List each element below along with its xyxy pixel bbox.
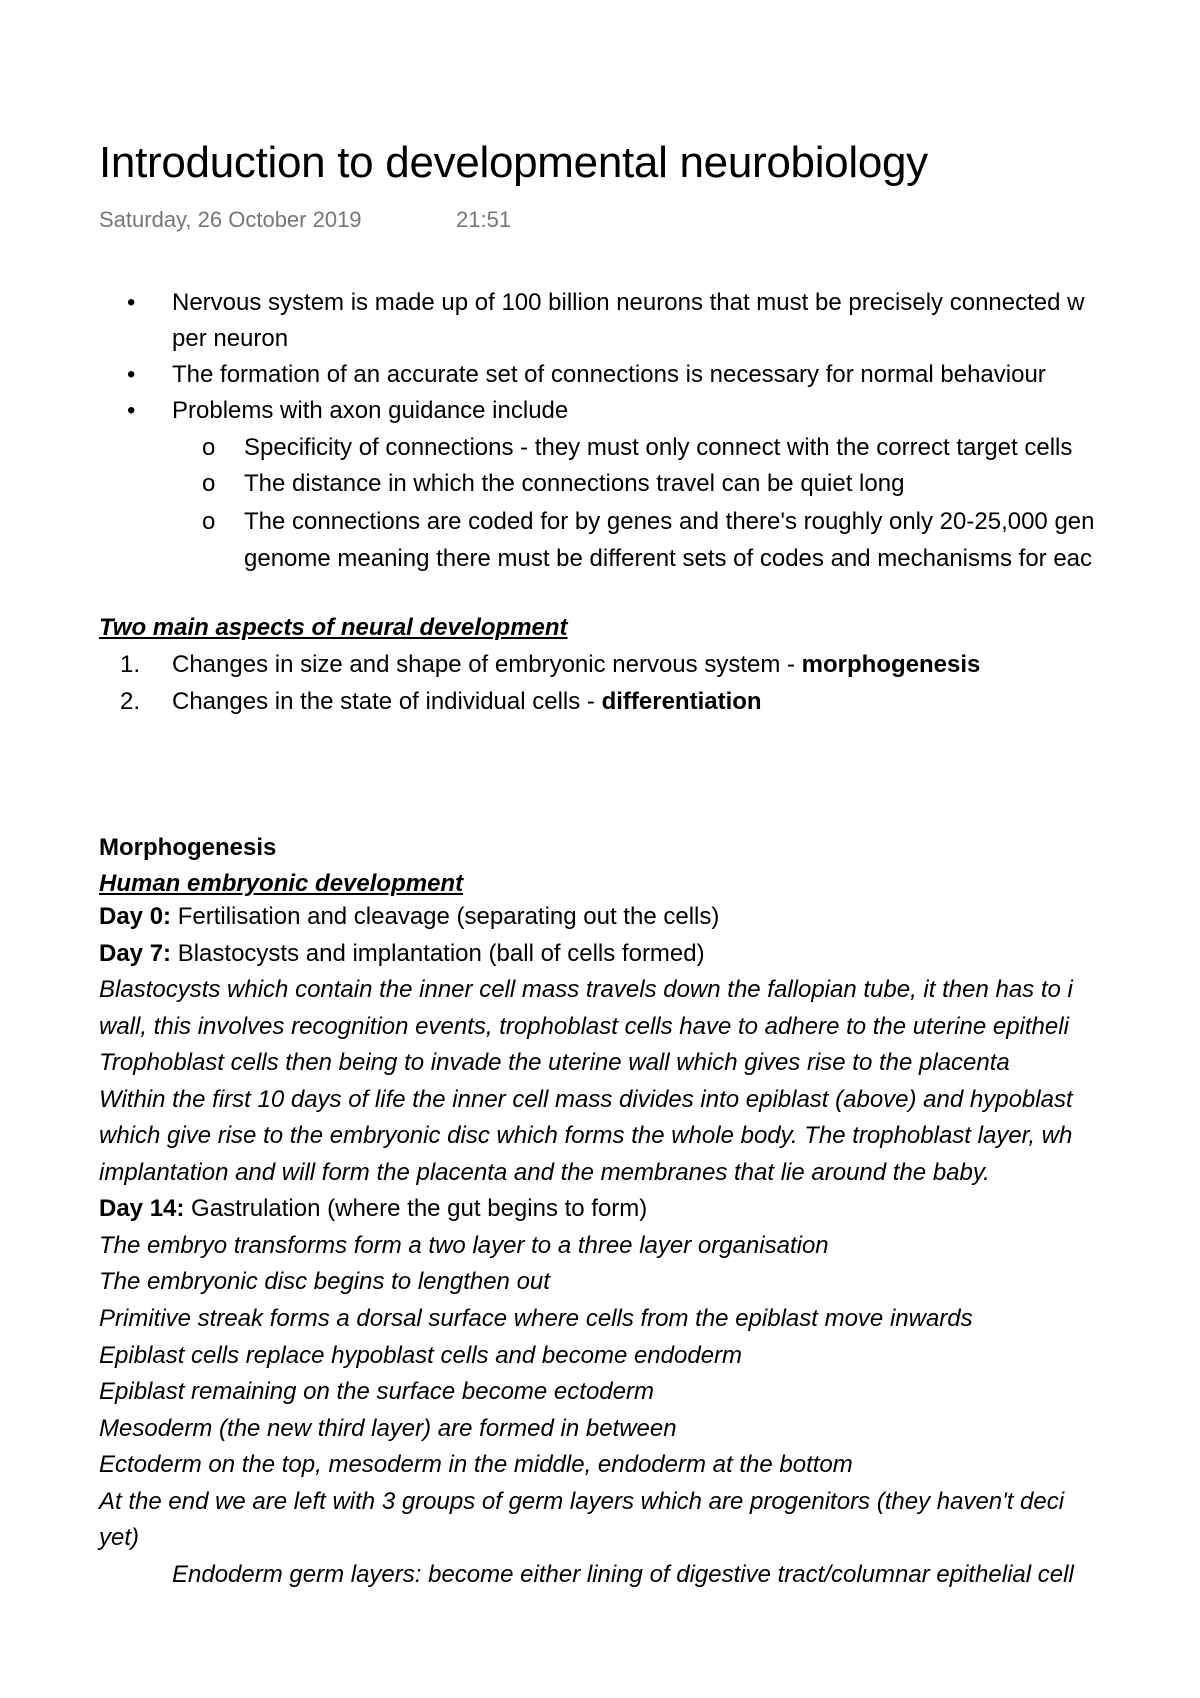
day-text: Blastocysts and implantation (ball of cells formed) — [171, 940, 705, 967]
day-14-note: The embryo transforms form a two layer to a three layer organisation — [99, 1232, 829, 1259]
sub-bullet-marker: o — [202, 470, 216, 497]
sub-bullet-marker: o — [202, 434, 216, 461]
page-title: Introduction to developmental neurobiology — [99, 138, 928, 187]
day-7-note: wall, this involves recognition events, trophoblast cells have to adhere to the uterine epitheli — [99, 1013, 1069, 1040]
day-7-note: Trophoblast cells then being to invade the uterine wall which gives rise to the placenta — [99, 1049, 1010, 1076]
morphogenesis-heading: Morphogenesis — [99, 834, 277, 861]
list-number: 2. — [120, 688, 141, 715]
day-14-note: yet) — [99, 1524, 140, 1551]
day-14-note: Primitive streak forms a dorsal surface where cells from the epiblast move inwards — [99, 1305, 973, 1332]
day-7-note: Within the first 10 days of life the inner cell mass divides into epiblast (above) and hypoblast — [99, 1086, 1073, 1113]
sub-bullet-text: The distance in which the connections travel can be quiet long — [244, 470, 905, 497]
day-14-note: At the end we are left with 3 groups of germ layers which are progenitors (they haven't deci — [99, 1488, 1065, 1515]
sub-bullet-text-continued: genome meaning there must be different sets of codes and mechanisms for eac — [244, 545, 1093, 572]
bullet-marker: • — [127, 361, 136, 388]
day-7-note: Blastocysts which contain the inner cell mass travels down the fallopian tube, it then has to i — [99, 976, 1073, 1003]
note-time: 21:51 — [456, 207, 512, 232]
endoderm-note: Endoderm germ layers: become either lining of digestive tract/columnar epithelial cell — [172, 1561, 1074, 1588]
bullet-text: The formation of an accurate set of connections is necessary for normal behaviour — [172, 361, 1046, 388]
aspect-text: Changes in the state of individual cells - — [172, 688, 602, 715]
aspect-term: morphogenesis — [801, 651, 981, 678]
aspect-text: Changes in size and shape of embryonic nervous system - — [172, 651, 802, 678]
list-number: 1. — [120, 651, 141, 678]
day-0-line — [99, 902, 719, 932]
bullet-text-continued: per neuron — [172, 325, 289, 352]
day-14-note: Ectoderm on the top, mesoderm in the middle, endoderm at the bottom — [99, 1451, 853, 1478]
day-7-line — [99, 939, 705, 969]
aspect-term: differentiation — [601, 688, 762, 715]
day-14-note: The embryonic disc begins to lengthen out — [99, 1268, 550, 1295]
bullet-marker: • — [127, 397, 136, 424]
sub-bullet-text: The connections are coded for by genes and there's roughly only 20-25,000 gen — [244, 508, 1095, 535]
day-text: Fertilisation and cleavage (separating out the cells) — [171, 903, 720, 930]
day-label: Day 14: — [99, 1195, 185, 1222]
day-14-note: Mesoderm (the new third layer) are formed in between — [99, 1415, 677, 1442]
aspect-item — [172, 650, 980, 680]
day-14-note: Epiblast remaining on the surface become ectoderm — [99, 1378, 654, 1405]
bullet-text: Nervous system is made up of 100 billion neurons that must be precisely connected w — [172, 289, 1085, 316]
sub-bullet-marker: o — [202, 508, 216, 535]
sub-bullet-text: Specificity of connections - they must only connect with the correct target cells — [244, 434, 1073, 461]
aspect-item — [172, 687, 762, 717]
day-14-line — [99, 1194, 647, 1224]
bullet-text: Problems with axon guidance include — [172, 397, 569, 424]
day-14-note: Epiblast cells replace hypoblast cells and become endoderm — [99, 1342, 743, 1369]
note-date: Saturday, 26 October 2019 — [99, 207, 362, 232]
day-7-note: which give rise to the embryonic disc which forms the whole body. The trophoblast layer, wh — [99, 1122, 1073, 1149]
day-7-note: implantation and will form the placenta and the membranes that lie around the baby. — [99, 1159, 990, 1186]
aspects-heading: Two main aspects of neural development — [99, 614, 568, 641]
day-label: Day 0: — [99, 903, 172, 930]
day-text: Gastrulation (where the gut begins to form) — [184, 1195, 648, 1222]
bullet-marker: • — [127, 289, 136, 316]
day-label: Day 7: — [99, 940, 172, 967]
embryonic-development-heading: Human embryonic development — [99, 870, 464, 897]
